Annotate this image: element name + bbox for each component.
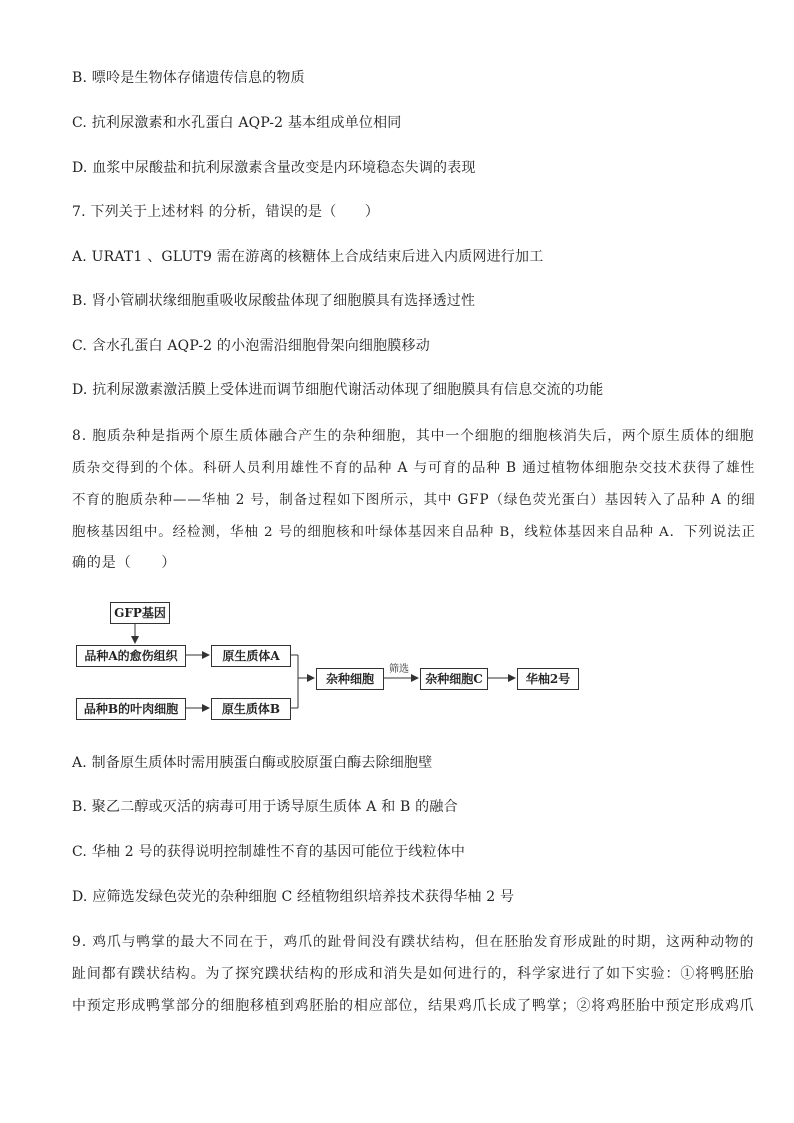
q7-option-a: A. URAT1 、GLUT9 需在游离的核糖体上合成结束后进入内质网进行加工 <box>72 249 544 265</box>
q7-option-b: B. 肾小管刷状缘细胞重吸收尿酸盐体现了细胞膜具有选择透过性 <box>72 293 476 309</box>
q8-stem-line: 不育的胞质杂种——华柚 2 号，制备过程如下图所示，其中 GFP（绿色荧光蛋白）基因转入了品种 A 的细 <box>72 492 756 508</box>
q8-option-d: D. 应筛选发绿色荧光的杂种细胞 C 经植物组织培养技术获得华柚 2 号 <box>72 889 515 905</box>
q8-stem-line: 8. 胞质杂种是指两个原生质体融合产生的杂种细胞，其中一个细胞的细胞核消失后，两个原生质体的细胞 <box>72 428 755 444</box>
q7-option-d: D. 抗利尿激素激活膜上受体进而调节细胞代谢活动体现了细胞膜具有信息交流的功能 <box>72 382 604 398</box>
huayou-2-box: 华柚2号 <box>517 668 579 690</box>
q6-option-d: D. 血浆中尿酸盐和抗利尿激素含量改变是内环境稳态失调的表现 <box>72 160 476 176</box>
mesophyll-b-box: 品种B的叶肉细胞 <box>76 698 186 720</box>
q8-stem-line: 确的是（ ） <box>72 555 177 571</box>
q9-stem-line: 中预定形成鸭掌部分的细胞移植到鸡胚胎的相应部位，结果鸡爪长成了鸭掌；②将鸡胚胎中预定形成鸡爪 <box>72 998 755 1014</box>
q8-stem-line: 胞核基因组中。经检测，华柚 2 号的细胞核和叶绿体基因来自品种 B，线粒体基因来自品种 A．下列说法正 <box>72 524 756 540</box>
screen-label: 筛选 <box>389 664 409 675</box>
q8-option-a: A. 制备原生质体时需用胰蛋白酶或胶原蛋白酶去除细胞壁 <box>72 755 433 771</box>
q8-option-b: B. 聚乙二醇或灭活的病毒可用于诱导原生质体 A 和 B 的融合 <box>72 799 458 815</box>
callus-a-box: 品种A的愈伤组织 <box>76 645 186 667</box>
q7-stem: 7. 下列关于上述材料 的分析，错误的是（ ） <box>72 204 380 220</box>
q9-stem-line: 9. 鸡爪与鸭掌的最大不同在于，鸡爪的趾骨间没有蹼状结构，但在胚胎发育形成趾的时期，这两种动物的 <box>72 934 755 950</box>
protoplast-b-box: 原生质体B <box>211 698 291 720</box>
q8-option-c: C. 华柚 2 号的获得说明控制雄性不育的基因可能位于线粒体中 <box>72 844 466 860</box>
q6-option-c: C. 抗利尿激素和水孔蛋白 AQP-2 基本组成单位相同 <box>72 115 402 131</box>
gfp-gene-box: GFP基因 <box>110 602 170 624</box>
q6-option-b: B. 嘌呤是生物体存储遗传信息的物质 <box>72 70 305 86</box>
q8-stem-line: 质杂交得到的个体。科研人员利用雄性不育的品种 A 与可育的品种 B 通过植物体细胞杂交技术获得了雄性 <box>72 460 756 476</box>
hybrid-cell-c-box: 杂种细胞C <box>420 668 488 690</box>
hybrid-cell-box: 杂种细胞 <box>316 668 384 690</box>
protoplast-a-box: 原生质体A <box>211 645 291 667</box>
q7-option-c: C. 含水孔蛋白 AQP-2 的小泡需沿细胞骨架向细胞膜移动 <box>72 338 430 354</box>
q9-stem-line: 趾间都有蹼状结构。为了探究蹼状结构的形成和消失是如何进行的，科学家进行了如下实验：①将鸭胚胎 <box>72 966 755 982</box>
